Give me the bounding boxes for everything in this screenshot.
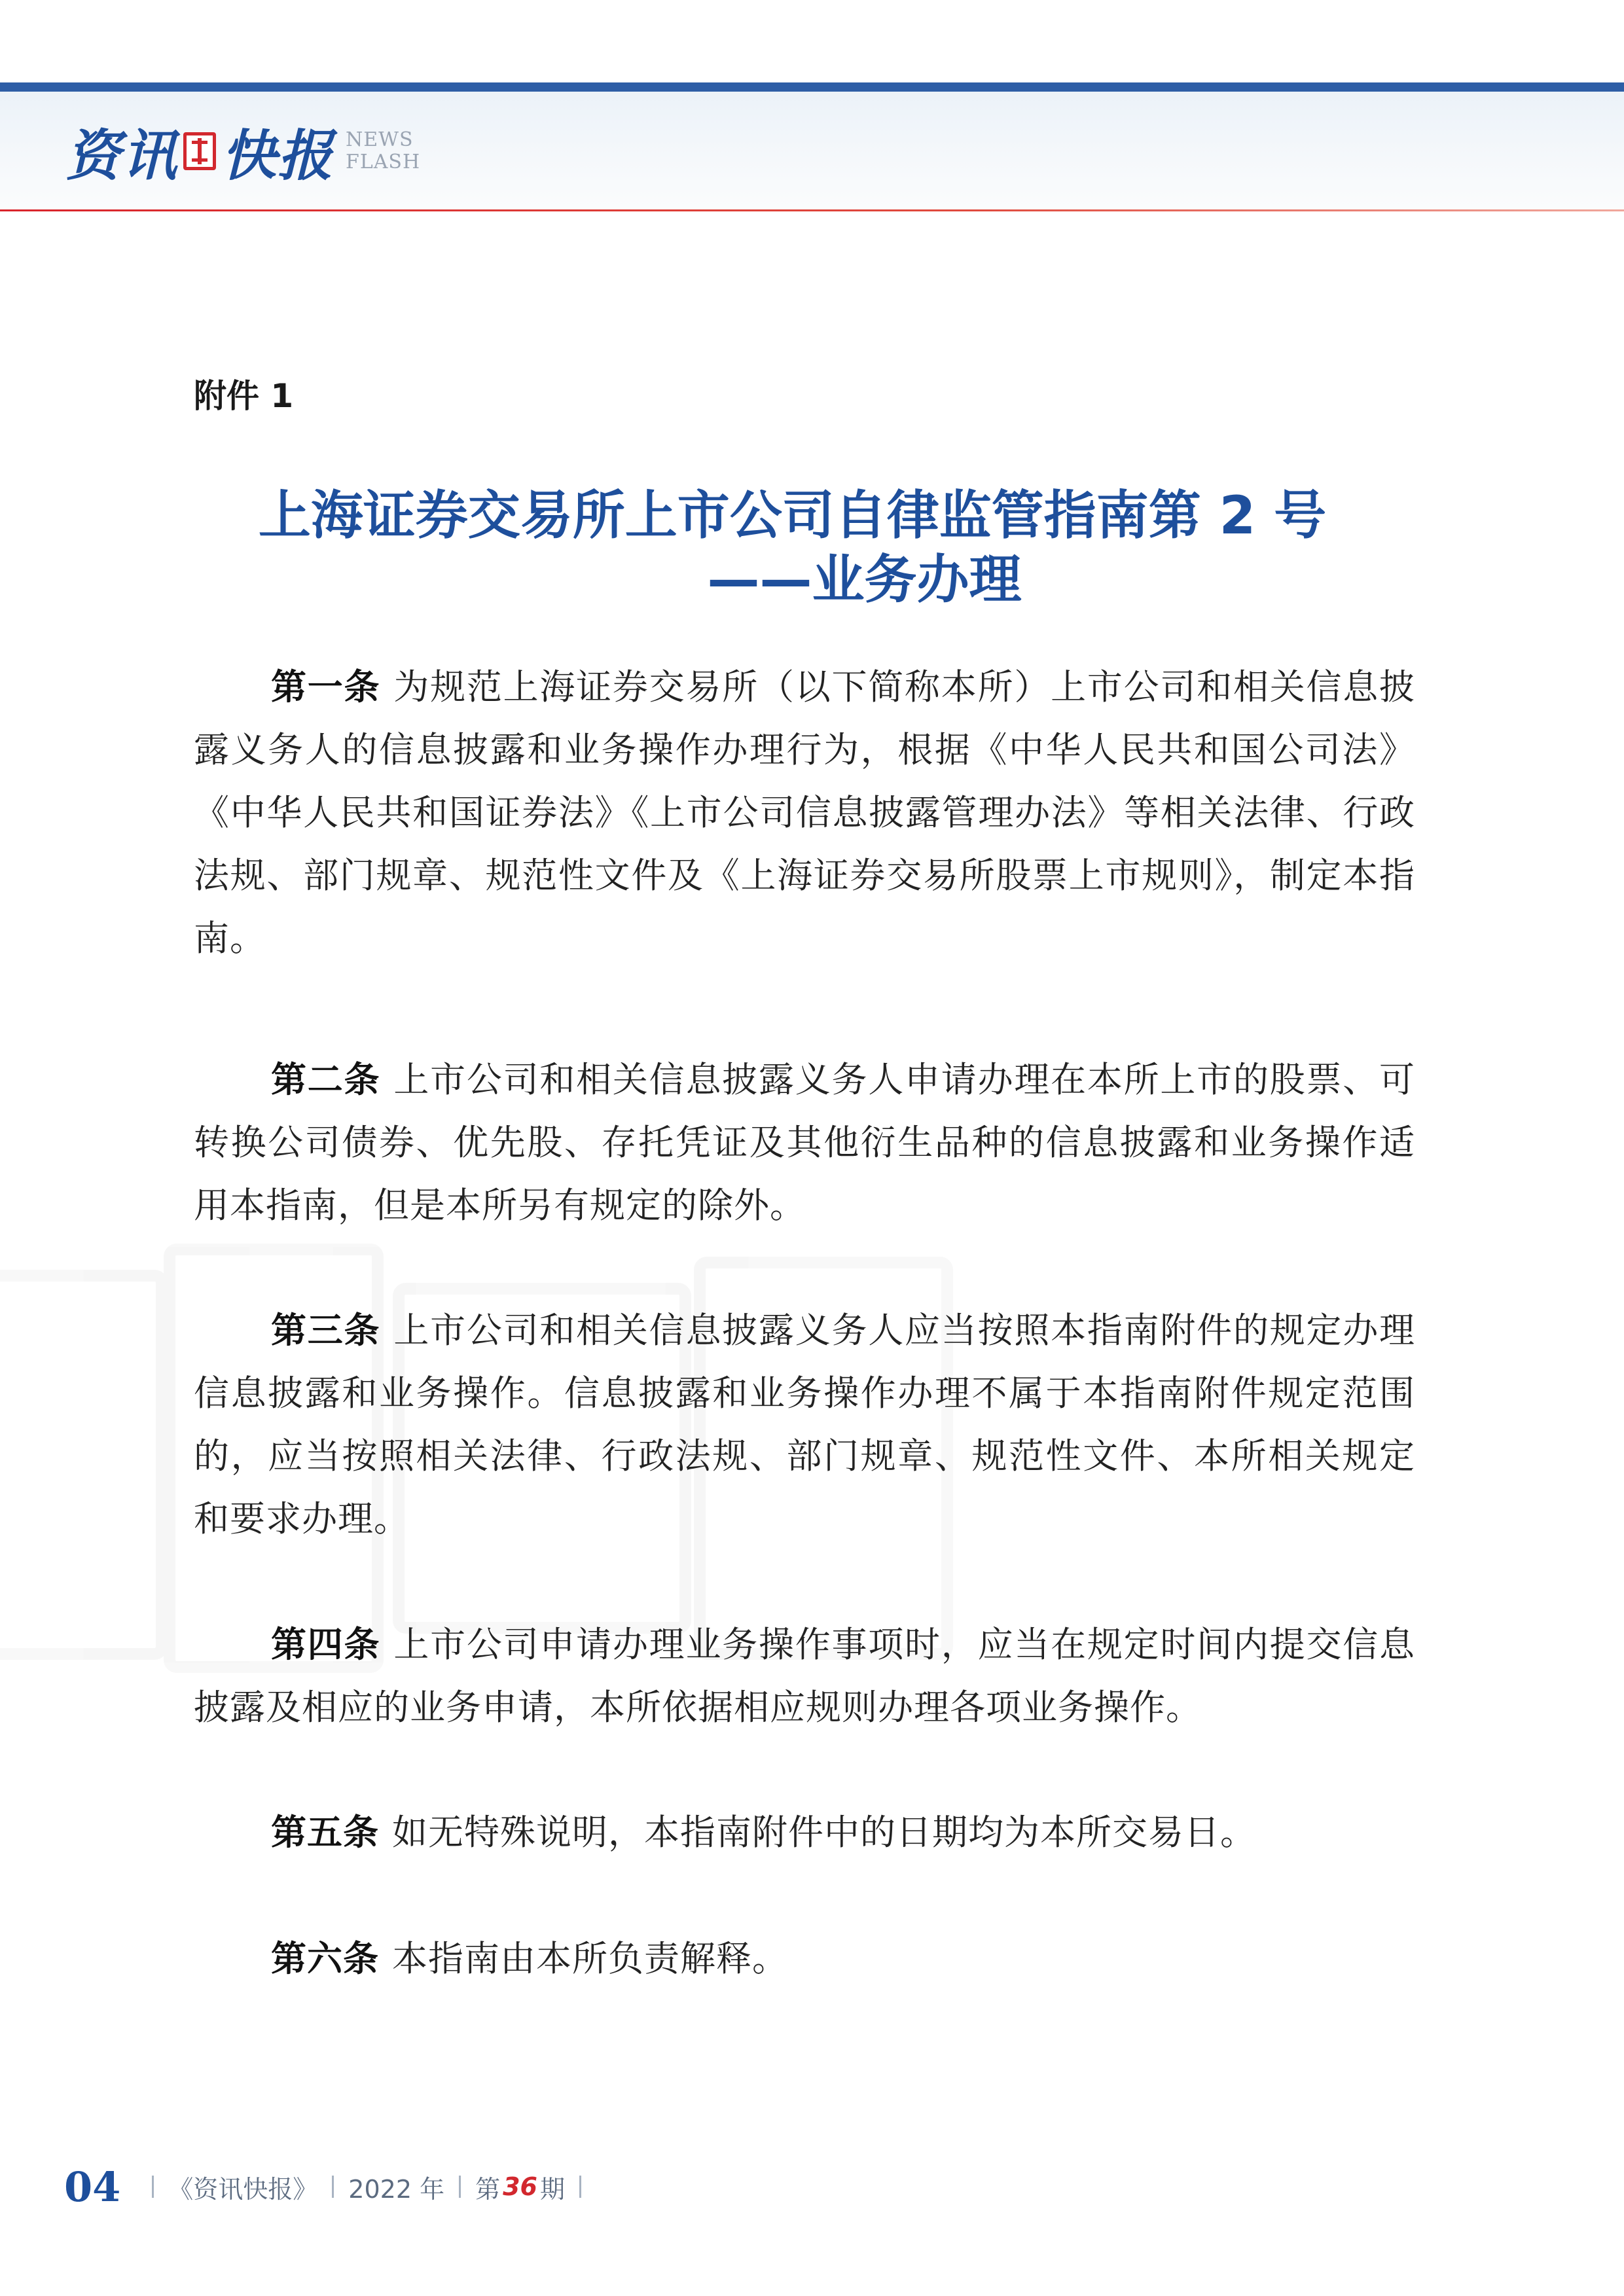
document-title: 上海证券交易所上市公司自律监管指南第 2 号	[258, 485, 1327, 546]
article-2	[194, 1049, 1415, 1237]
article-text: 上市公司申请办理业务操作事项时，应当在规定时间内提交信息披露及相应的业务申请，本所依据相应规则办理各项业务操作。	[194, 1624, 1416, 1728]
article-1	[194, 656, 1415, 970]
footer-divider	[579, 2176, 581, 2198]
news-flash-label	[346, 130, 420, 172]
flash-word: FLASH	[346, 151, 421, 173]
header-top-rule	[0, 82, 1624, 92]
article-text: 为规范上海证券交易所（以下简称本所）上市公司和相关信息披露义务人的信息披露和业务操作办理行为，根据《中华人民共和国公司法》《中华人民共和国证券法》《上市公司信息披露管理办法》等相关法律、行政法规、部门规章、规范性文件及《上海证券交易所股票上市规则》，制定本指南。	[194, 666, 1416, 959]
seal-icon	[183, 132, 216, 170]
footer-divider	[459, 2176, 461, 2198]
attachment-label: 附件 1	[194, 377, 294, 415]
footer-divider	[332, 2176, 334, 2198]
article-text: 上市公司和相关信息披露义务人申请办理在本所上市的股票、可转换公司债券、优先股、存托凭证及其他衍生品种的信息披露和业务操作适用本指南，但是本所另有规定的除外。	[194, 1059, 1416, 1226]
page-number: 04	[64, 2162, 121, 2211]
publication-year: 2022 年	[348, 2174, 445, 2204]
article-heading: 第三条	[271, 1310, 381, 1351]
article-text: 本指南由本所负责解释。	[392, 1938, 788, 1979]
brand-left: 资讯	[65, 122, 179, 188]
article-3	[194, 1299, 1415, 1551]
article-text: 如无特殊说明，本指南附件中的日期均为本所交易日。	[392, 1812, 1256, 1853]
article-heading: 第二条	[271, 1059, 381, 1100]
masthead	[65, 115, 420, 187]
article-text: 上市公司和相关信息披露义务人应当按照本指南附件的规定办理信息披露和业务操作。信息披露和业务操作办理不属于本指南附件规定范围的，应当按照相关法律、行政法规、部门规章、规范性文件、本所相关规定和要求办理。	[194, 1310, 1416, 1539]
issue-number: 36	[503, 2172, 537, 2201]
footer-divider	[152, 2176, 154, 2198]
header-bottom-rule	[0, 209, 1624, 211]
news-word: NEWS	[346, 128, 414, 151]
publication-name: 《资讯快报》	[168, 2174, 318, 2204]
brand-right: 快报	[221, 122, 334, 188]
article-heading: 第五条	[271, 1812, 379, 1853]
article-6	[194, 1928, 1415, 1990]
article-5	[194, 1801, 1415, 1864]
issue-suffix: 期	[540, 2174, 566, 2204]
issue-prefix: 第	[475, 2174, 501, 2204]
article-4	[194, 1613, 1415, 1739]
article-heading: 第一条	[271, 666, 381, 708]
page-footer	[64, 2163, 596, 2210]
article-heading: 第四条	[271, 1624, 381, 1665]
document-subtitle: ——业务办理	[707, 549, 1022, 610]
article-heading: 第六条	[271, 1938, 379, 1979]
